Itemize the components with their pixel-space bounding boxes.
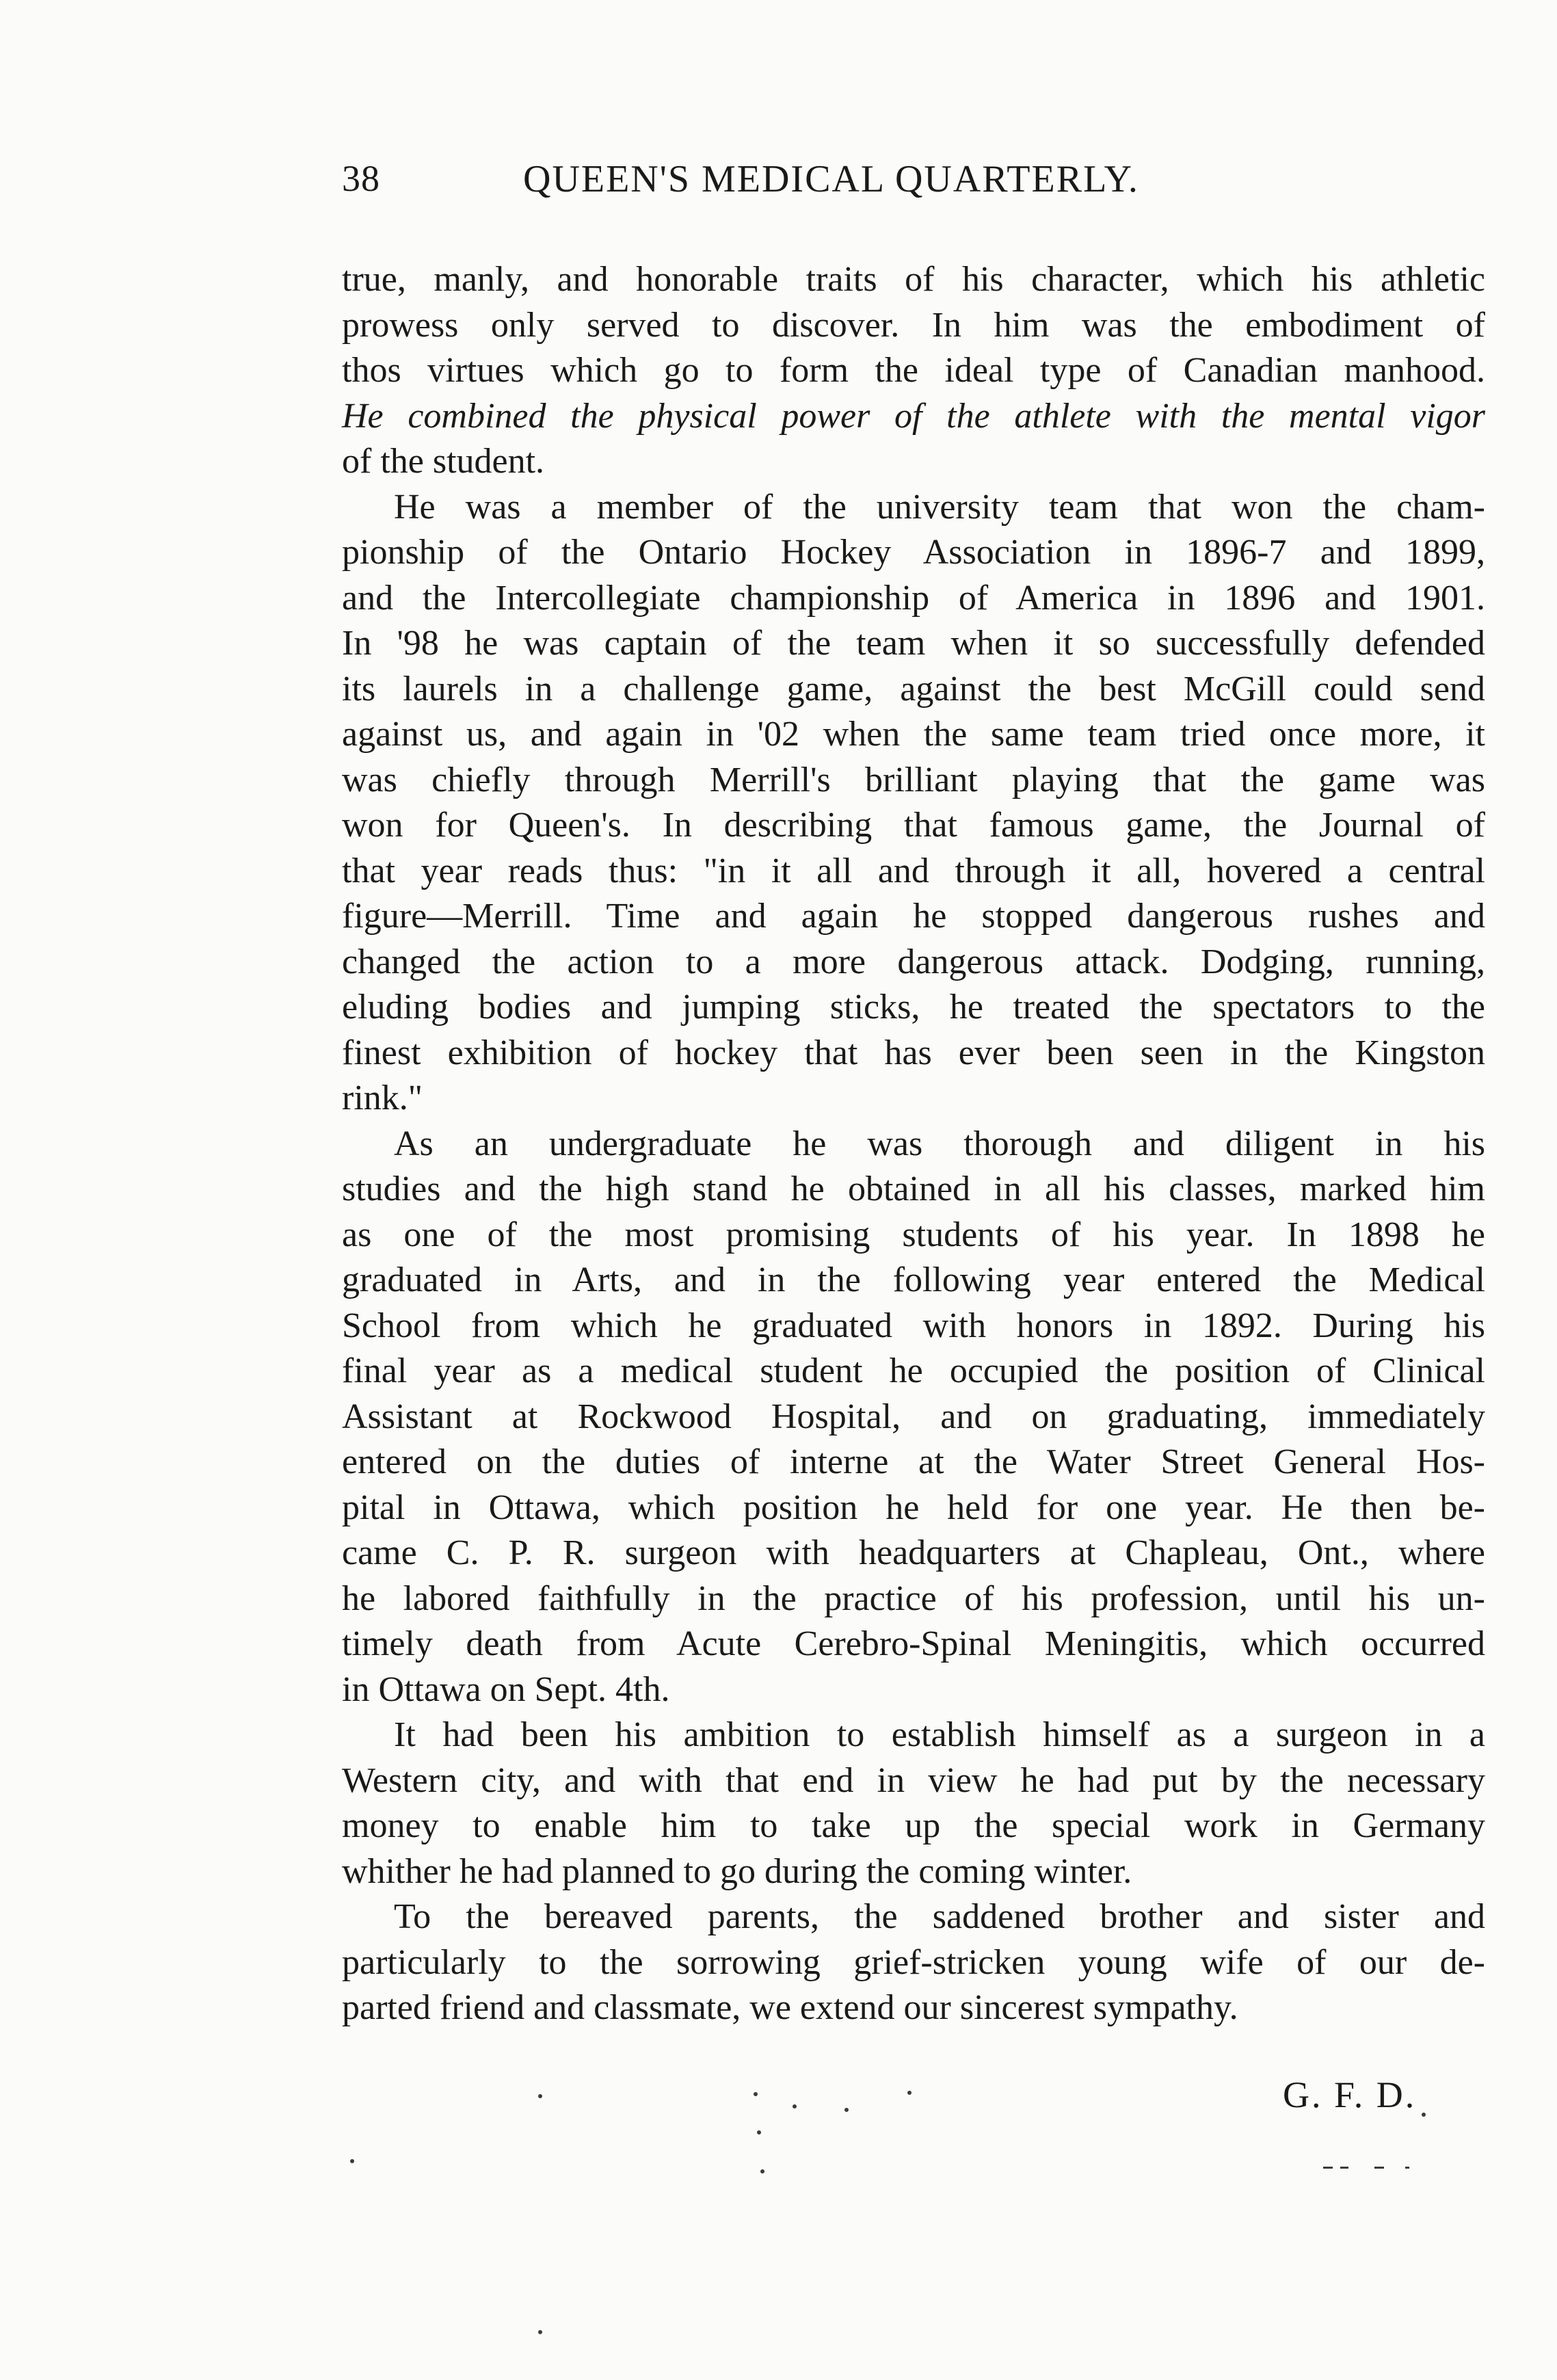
scan-speck <box>1405 2167 1409 2169</box>
article-body <box>342 257 1485 2031</box>
scan-speck <box>907 2091 911 2095</box>
scan-speck <box>1422 2113 1426 2117</box>
text-line: In '98 he was captain of the team when it so successfully defended <box>342 624 1485 663</box>
text-line: rink." <box>342 1079 423 1118</box>
text-line: As an undergraduate he was thorough and diligent in his <box>394 1124 1485 1163</box>
text-line: pionship of the Ontario Hockey Association in 1896-7 and 1899, <box>342 533 1485 572</box>
text-line: School from which he graduated with honors in 1892. During his <box>342 1306 1485 1345</box>
text-line: particularly to the sorrowing grief-stricken young wife of our de- <box>342 1942 1485 1982</box>
text-line: He was a member of the university team that won the cham- <box>394 487 1485 527</box>
page-number: 38 <box>342 158 380 199</box>
text-line: pital in Ottawa, which position he held for one year. He then be- <box>342 1488 1485 1527</box>
text-line: To the bereaved parents, the saddened brother and sister and <box>394 1897 1485 1936</box>
text-line: eluding bodies and jumping sticks, he treated the spectators to the <box>342 988 1485 1027</box>
text-line: Western city, and with that end in view he had put by the necessary <box>342 1760 1485 1800</box>
text-line: He combined the physical power of the athlete with the mental vigor <box>342 396 1485 436</box>
text-line: It had been his ambition to establish himself as a surgeon in a <box>394 1715 1485 1754</box>
text-line: studies and the high stand he obtained in all his classes, marked him <box>342 1169 1485 1208</box>
scan-speck <box>350 2159 354 2163</box>
text-line: came C. P. R. surgeon with headquarters at Chapleau, Ont., where <box>342 1533 1485 1572</box>
scan-speck <box>754 2092 758 2096</box>
author-signature: G. F. D. <box>1283 2074 1417 2115</box>
text-line: he labored faithfully in the practice of his profession, until his un- <box>342 1578 1485 1618</box>
scan-speck <box>760 2169 764 2173</box>
text-line: thos virtues which go to form the ideal type of Canadian manhood. <box>342 351 1485 390</box>
text-line: against us, and again in '02 when the same team tried once more, it <box>342 715 1485 754</box>
text-line: of the student. <box>342 442 545 481</box>
text-line: Assistant at Rockwood Hospital, and on graduating, immediately <box>342 1397 1485 1436</box>
scan-speck <box>1323 2167 1333 2169</box>
text-line: whither he had planned to go during the coming winter. <box>342 1851 1132 1891</box>
scan-speck <box>793 2104 797 2108</box>
scan-speck <box>844 2108 849 2112</box>
running-head: QUEEN'S MEDICAL QUARTERLY. <box>523 158 1139 200</box>
text-line: money to enable him to take up the special work in Germany <box>342 1806 1485 1845</box>
text-line: graduated in Arts, and in the following year entered the Medical <box>342 1260 1485 1299</box>
scan-speck <box>538 2094 542 2098</box>
text-line: its laurels in a challenge game, against the best McGill could send <box>342 669 1485 709</box>
text-line: in Ottawa on Sept. 4th. <box>342 1669 670 1709</box>
text-line: and the Intercollegiate championship of America in 1896 and 1901. <box>342 578 1485 618</box>
text-line: finest exhibition of hockey that has ever been seen in the Kingston <box>342 1033 1485 1072</box>
text-line: prowess only served to discover. In him was the embodiment of <box>342 305 1485 345</box>
text-line: won for Queen's. In describing that famous game, the Journal of <box>342 806 1485 845</box>
scan-speck <box>1340 2167 1348 2169</box>
text-line: parted friend and classmate, we extend our sincerest sympathy. <box>342 1988 1238 2027</box>
text-line: changed the action to a more dangerous attack. Dodging, running, <box>342 942 1485 981</box>
text-line: figure—Merrill. Time and again he stopped dangerous rushes and <box>342 897 1485 936</box>
text-line: timely death from Acute Cerebro-Spinal Meningitis, which occurred <box>342 1624 1485 1663</box>
text-line: final year as a medical student he occupied the position of Clinical <box>342 1351 1485 1390</box>
scan-speck <box>538 2330 542 2334</box>
text-line: as one of the most promising students of his year. In 1898 he <box>342 1215 1485 1254</box>
text-line: that year reads thus: "in it all and through it all, hovered a central <box>342 851 1485 890</box>
text-line: entered on the duties of interne at the Water Street General Hos- <box>342 1442 1485 1481</box>
scan-speck <box>757 2130 761 2134</box>
text-line: was chiefly through Merrill's brilliant playing that the game was <box>342 760 1485 799</box>
text-line: true, manly, and honorable traits of his character, which his athletic <box>342 260 1485 299</box>
page-header <box>342 157 1491 212</box>
scan-speck <box>1374 2167 1384 2169</box>
